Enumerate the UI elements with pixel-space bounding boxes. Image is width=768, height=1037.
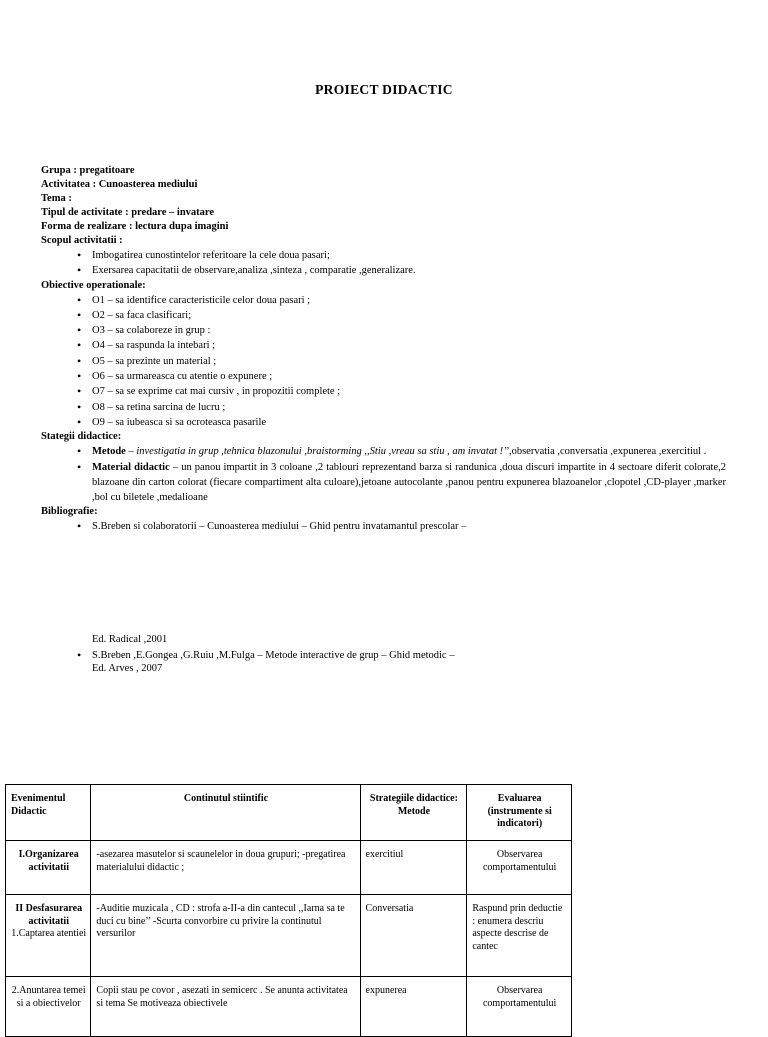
bibliografie-list-2	[41, 648, 741, 663]
cell-eval: Raspund prin deductie : enumera descriu aspecte descrise de cantec	[467, 895, 572, 977]
cell-event: I.Organizarea activitatii	[6, 841, 91, 895]
header-evaluarea: Evaluarea (instrumente si indicatori)	[467, 785, 572, 841]
list-item: • O7 – sa se exprime cat mai cursiv , in propozitii complete ;	[41, 384, 741, 399]
cell-eval: Observarea comportamentului	[467, 841, 572, 895]
bibliografie-list-1	[41, 519, 741, 534]
metode-label: Metode	[92, 446, 126, 458]
list-item: • S.Breben si colaboratorii – Cunoasterea mediului – Ghid pentru invatamantul prescolar –	[41, 519, 741, 534]
table-row	[6, 895, 572, 977]
bibliografie-edition-1: Ed. Radical ,2001	[92, 634, 168, 645]
bibliografie-block-2	[41, 648, 741, 663]
metode-rest: observatia ,conversatia ,expunerea ,exercitiul .	[511, 446, 707, 458]
material-label: Material didactic	[92, 461, 170, 473]
cell-event: 2.Anuntarea temei si a obiectivelor	[6, 977, 91, 1037]
metode-dash: –	[125, 446, 137, 458]
metode-item	[41, 444, 726, 459]
scopul-label: Scopul activitatii :	[41, 235, 123, 246]
tema-line: Tema :	[41, 193, 72, 204]
list-item: • O4 – sa raspunda la intebari ;	[41, 338, 741, 353]
list-item: • Imbogatirea cunostintelor referitoare la cele doua pasari;	[41, 248, 741, 263]
list-item: • O1 – sa identifice caracteristicile celor doua pasari ;	[41, 293, 741, 308]
list-item: • O5 – sa prezinte un material ;	[41, 354, 741, 369]
objectives-list	[41, 293, 741, 431]
cell-eval: Observarea comportamentului	[467, 977, 572, 1037]
cell-event-title: II Desfasurarea activitatii	[15, 903, 83, 927]
cell-method: exercitiul	[360, 841, 467, 895]
material-text: – un panou impartit in 3 coloane ,2 tablouri reprezentand barza si randunica ,doua discuri impartite in 4 sectoare diferit colorate,2 blazoane din carton colorat (fiecare compartiment alta culoare),jetoane autocolante ,panou pentru expunerea blazoanelor ,clopotel ,CD-player ,marker ,bol cu biletele ,medalioane	[92, 461, 726, 504]
header-strategiile: Strategiile didactice: Metode	[360, 785, 467, 841]
cell-content: Copii stau pe covor , asezati in semicerc . Se anunta activitatea si tema Se motiveaza obiectivele	[91, 977, 360, 1037]
header-continutul: Continutul stiintific	[91, 785, 360, 841]
list-item: • S.Breben ,E.Gongea ,G.Ruiu ,M.Fulga – Metode interactive de grup – Ghid metodic –	[41, 648, 741, 663]
lesson-plan-table	[5, 784, 572, 1037]
list-item: • O6 – sa urmareasca cu atentie o expunere ;	[41, 369, 741, 384]
list-item: • O3 – sa colaboreze in grup :	[41, 323, 741, 338]
forma-line: Forma de realizare : lectura dupa imagini	[41, 221, 229, 232]
cell-content: -asezarea masutelor si scaunelelor in doua grupuri; -pregatirea materialului didactic ;	[91, 841, 360, 895]
scopul-list	[41, 248, 741, 279]
table-row	[6, 977, 572, 1037]
list-item: • O9 – sa iubeasca si sa ocroteasca pasarile	[41, 415, 741, 430]
strategii-label: Stategii didactice:	[41, 431, 122, 443]
document-title: PROIECT DIDACTIC	[315, 82, 453, 97]
tipul-line: Tipul de activitate : predare – invatare	[41, 207, 215, 218]
grupa-line: Grupa : pregatitoare	[41, 165, 135, 176]
cell-event	[6, 895, 91, 977]
list-item: • O2 – sa faca clasificari;	[41, 308, 741, 323]
material-item	[41, 460, 726, 506]
table-row	[6, 841, 572, 895]
cell-method: expunerea	[360, 977, 467, 1037]
metode-italic: investigatia in grup ,tehnica blazonului ,braistorming ,,Stiu ,vreau sa stiu , am invatat !’’,	[136, 446, 512, 458]
lesson-metadata	[41, 164, 741, 535]
bibliografie-edition-2: Ed. Arves , 2007	[92, 663, 163, 674]
bibliografie-label: Bibliografie:	[41, 506, 98, 518]
cell-content: -Auditie muzicala , CD : strofa a-II-a din cantecul ,,Iarna sa te duci cu bine’’ -Scurta convorbire cu privire la continutul versurilor	[91, 895, 360, 977]
table-header-row	[6, 785, 572, 841]
header-evenimentul: Evenimentul Didactic	[6, 785, 91, 841]
strategii-list	[41, 444, 741, 505]
activitatea-line: Activitatea : Cunoasterea mediului	[41, 179, 198, 190]
cell-method: Conversatia	[360, 895, 467, 977]
list-item: • Exersarea capacitatii de observare,analiza ,sinteza , comparatie ,generalizare.	[41, 263, 741, 278]
list-item: • O8 – sa retina sarcina de lucru ;	[41, 400, 741, 415]
cell-event-sub: 1.Captarea atentiei	[11, 928, 87, 939]
objectives-label: Obiective operationale:	[41, 279, 146, 291]
